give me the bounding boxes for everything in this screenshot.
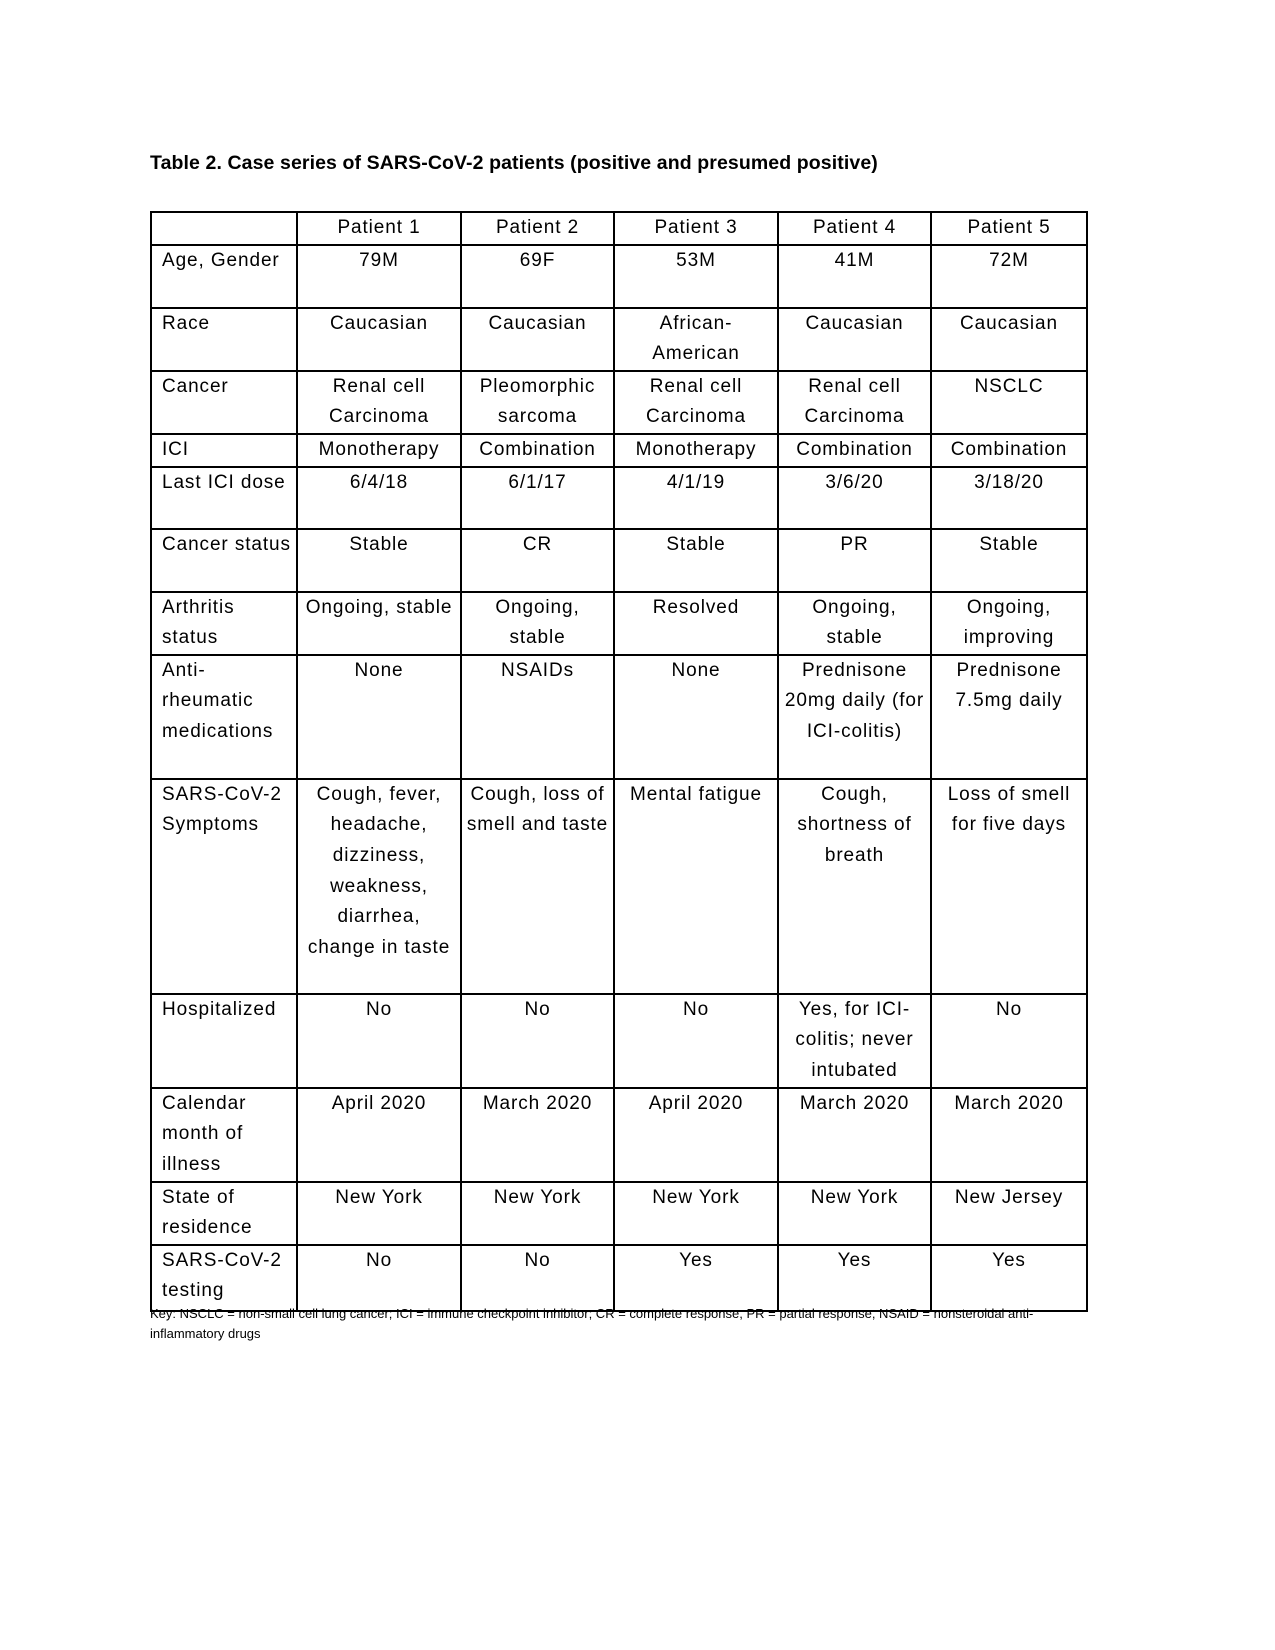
table-row <box>151 308 1087 371</box>
row-label: Age, Gender <box>151 245 297 308</box>
row-label: Cancer <box>151 371 297 434</box>
table-cell: Mental fatigue <box>614 779 778 994</box>
table-row <box>151 1245 1087 1311</box>
row-label: SARS-CoV-2 Symptoms <box>151 779 297 994</box>
table-cell: New Jersey <box>931 1182 1087 1245</box>
table-cell: March 2020 <box>778 1088 931 1182</box>
header-cell: Patient 3 <box>614 212 778 245</box>
table-cell: Prednisone 20mg daily (for ICI-colitis) <box>778 655 931 779</box>
table-cell: Renal cell Carcinoma <box>778 371 931 434</box>
table-cell: 72M <box>931 245 1087 308</box>
table-cell: April 2020 <box>614 1088 778 1182</box>
table-cell: Caucasian <box>778 308 931 371</box>
row-label: Race <box>151 308 297 371</box>
table-cell: Combination <box>461 434 614 467</box>
table-cell: Stable <box>614 529 778 592</box>
table-cell: 6/1/17 <box>461 467 614 529</box>
table-cell: New York <box>461 1182 614 1245</box>
table-cell: 69F <box>461 245 614 308</box>
row-label: Hospitalized <box>151 994 297 1088</box>
table-cell: African-American <box>614 308 778 371</box>
table-cell: New York <box>297 1182 461 1245</box>
table-cell: Yes <box>778 1245 931 1311</box>
table-row <box>151 1088 1087 1182</box>
table-cell: New York <box>614 1182 778 1245</box>
table-cell: Combination <box>778 434 931 467</box>
table-cell: Stable <box>297 529 461 592</box>
table-cell: 41M <box>778 245 931 308</box>
table-cell: Caucasian <box>931 308 1087 371</box>
table-cell: NSAIDs <box>461 655 614 779</box>
table-cell: March 2020 <box>931 1088 1087 1182</box>
table-cell: No <box>931 994 1087 1088</box>
table-cell: 3/18/20 <box>931 467 1087 529</box>
table-cell: CR <box>461 529 614 592</box>
table-cell: Pleomorphic sarcoma <box>461 371 614 434</box>
table-cell: None <box>614 655 778 779</box>
row-label: Anti-rheumatic medications <box>151 655 297 779</box>
table-cell: March 2020 <box>461 1088 614 1182</box>
row-label: Arthritis status <box>151 592 297 655</box>
table-cell: Renal cell Carcinoma <box>297 371 461 434</box>
table-cell: New York <box>778 1182 931 1245</box>
header-cell: Patient 2 <box>461 212 614 245</box>
header-cell: Patient 4 <box>778 212 931 245</box>
table-cell: Yes <box>931 1245 1087 1311</box>
table-cell: 3/6/20 <box>778 467 931 529</box>
table-cell: Cough, fever, headache, dizziness, weakness, diarrhea, change in taste <box>297 779 461 994</box>
table-cell: Caucasian <box>461 308 614 371</box>
table-cell: Prednisone 7.5mg daily <box>931 655 1087 779</box>
table-cell: None <box>297 655 461 779</box>
row-label: ICI <box>151 434 297 467</box>
table-row <box>151 1182 1087 1245</box>
table-cell: April 2020 <box>297 1088 461 1182</box>
table-cell: Combination <box>931 434 1087 467</box>
table-cell: Caucasian <box>297 308 461 371</box>
table-key: Key: NSCLC = non-small cell lung cancer; ICI = immune checkpoint inhibitor; CR = complete response, PR = partial response, NSAID = nonsteroidal anti-inflammatory drugs <box>150 1306 1034 1341</box>
table-cell: PR <box>778 529 931 592</box>
table-cell: No <box>461 994 614 1088</box>
table-cell: 79M <box>297 245 461 308</box>
table-cell: No <box>614 994 778 1088</box>
table-cell: Stable <box>931 529 1087 592</box>
table-row <box>151 434 1087 467</box>
table-cell: Loss of smell for five days <box>931 779 1087 994</box>
header-row <box>151 212 1087 245</box>
table-cell: Ongoing, stable <box>297 592 461 655</box>
row-label: Calendar month of illness <box>151 1088 297 1182</box>
header-cell: Patient 1 <box>297 212 461 245</box>
row-label: Last ICI dose <box>151 467 297 529</box>
table-row <box>151 592 1087 655</box>
table-cell: 4/1/19 <box>614 467 778 529</box>
table-cell: Resolved <box>614 592 778 655</box>
table-cell: Ongoing, improving <box>931 592 1087 655</box>
table-cell: Renal cell Carcinoma <box>614 371 778 434</box>
table-row <box>151 779 1087 994</box>
table-cell: No <box>297 994 461 1088</box>
table-row <box>151 529 1087 592</box>
row-label: Cancer status <box>151 529 297 592</box>
row-label: SARS-CoV-2 testing <box>151 1245 297 1311</box>
table-cell: Cough, shortness of breath <box>778 779 931 994</box>
table-row <box>151 655 1087 779</box>
table-cell: No <box>297 1245 461 1311</box>
table-cell: Monotherapy <box>614 434 778 467</box>
table-cell: 53M <box>614 245 778 308</box>
table-row <box>151 245 1087 308</box>
table-row <box>151 371 1087 434</box>
table-title: Table 2. Case series of SARS-CoV-2 patients (positive and presumed positive) <box>150 152 878 174</box>
table-cell: NSCLC <box>931 371 1087 434</box>
table-cell: 6/4/18 <box>297 467 461 529</box>
table-row <box>151 994 1087 1088</box>
table-row <box>151 467 1087 529</box>
table-cell: Yes, for ICI-colitis; never intubated <box>778 994 931 1088</box>
table-cell: No <box>461 1245 614 1311</box>
table-cell: Cough, loss of smell and taste <box>461 779 614 994</box>
table-cell: Monotherapy <box>297 434 461 467</box>
table-cell: Ongoing, stable <box>778 592 931 655</box>
header-cell: Patient 5 <box>931 212 1087 245</box>
header-cell <box>151 212 297 245</box>
row-label: State of residence <box>151 1182 297 1245</box>
table-cell: Ongoing, stable <box>461 592 614 655</box>
table-cell: Yes <box>614 1245 778 1311</box>
case-series-table <box>150 211 1088 1312</box>
